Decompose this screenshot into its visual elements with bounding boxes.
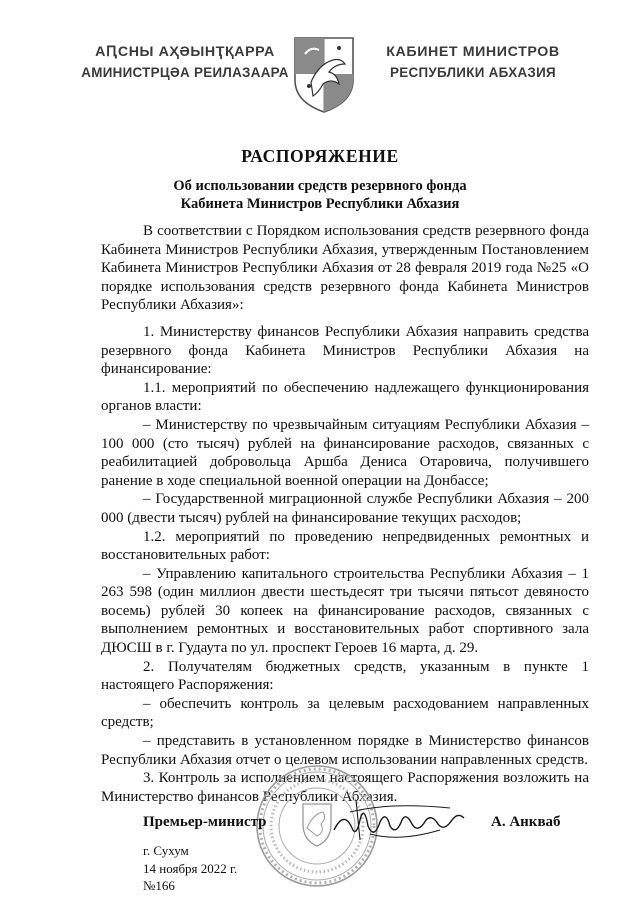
- item-2: 2. Получателям бюджетных средств, указанным в пункте 1 настоящего Распоряжения:: [101, 658, 589, 694]
- document-number: №166: [143, 878, 175, 893]
- item-3: 3. Контроль за исполнением настоящего Распоряжения возложить на Министерство финансов Республики Абхазия.: [101, 770, 589, 805]
- item-1: 1. Министерству финансов Республики Абхазия направить средства резервного фонда Кабинета Министров Республики Абхазия на финансирование:: [101, 323, 589, 378]
- document-type: РАСПОРЯЖЕНИЕ: [241, 146, 399, 166]
- abkhazia-coat-of-arms-icon: [289, 34, 359, 114]
- signatory-position: Премьер-министр: [143, 814, 267, 830]
- document-subtitle: [0, 177, 640, 213]
- document-body: [101, 222, 589, 806]
- letterhead-russian: [368, 44, 578, 80]
- item-1-1-a: – Министерству по чрезвычайным ситуациям Республики Абхазия – 100 000 (сто тысяч) рублей на финансирование расходов, связанных с реабилитацией добровольца Аршба Дениса Отаровича, получившего ранение в ходе специальной военной операции на Донбассе;: [101, 416, 589, 489]
- item-2-a: – обеспечить контроль за целевым расходованием направленных средств;: [101, 695, 589, 731]
- letterhead-russian-line1: КАБИНЕТ МИНИСТРОВ: [386, 44, 560, 60]
- issue-date: 14 ноября 2022 г.: [143, 860, 238, 876]
- subtitle-line2: Кабинета Министров Республики Абхазия: [180, 196, 460, 212]
- issue-city: г. Сухум: [143, 843, 189, 858]
- letterhead-abkhaz-line2: АМИНИСТРЦӘА РЕИЛАЗААРА: [81, 65, 289, 80]
- issue-details: [143, 842, 237, 895]
- letterhead-abkhaz: [80, 44, 290, 80]
- letterhead-abkhaz-line1: АԤСНЫ АҲӘЫНҬҚАРРА: [95, 44, 275, 60]
- item-1-1-b: – Государственной миграционной службе Республики Абхазия – 200 000 (двести тысяч) рублей на финансирование текущих расходов;: [101, 491, 589, 526]
- preamble: В соответствии с Порядком использования средств резервного фонда Кабинета Министров Республики Абхазия, утвержденным Постановлением Кабинета Министров Республики Абхазия от 28 февраля 2019 года №25 «О порядке использования средств резервного фонда Кабинета Министров Республики Абхазия»:: [101, 223, 589, 314]
- item-2-b: – представить в установленном порядке в Министерство финансов Республики Абхазия отчет о целевом использовании направленных средств.: [101, 733, 589, 768]
- signatory-name: А. Анкваб: [491, 814, 561, 830]
- subtitle-line1: Об использовании средств резервного фонда: [173, 178, 467, 194]
- item-1-1: 1.1. мероприятий по обеспечению надлежащего функционирования органов власти:: [101, 379, 589, 415]
- handwritten-signature-icon: [330, 790, 470, 850]
- letterhead-russian-line2: РЕСПУБЛИКИ АБХАЗИЯ: [390, 65, 556, 80]
- item-1-2-a: – Управлению капитального строительства Республики Абхазия – 1 263 598 (один миллион двести шестьдесят три тысячи пятьсот девяносто восемь) рублей 30 копеек на финансирование расходов, связанных с выполнением ремонтных и восстановительных работ спортивного зала ДЮСШ в г. Гудаута по ул. проспект Героев 16 марта, д. 29.: [101, 565, 589, 657]
- item-1-2: 1.2. мероприятий по проведению непредвиденных ремонтных и восстановительных работ:: [101, 528, 589, 564]
